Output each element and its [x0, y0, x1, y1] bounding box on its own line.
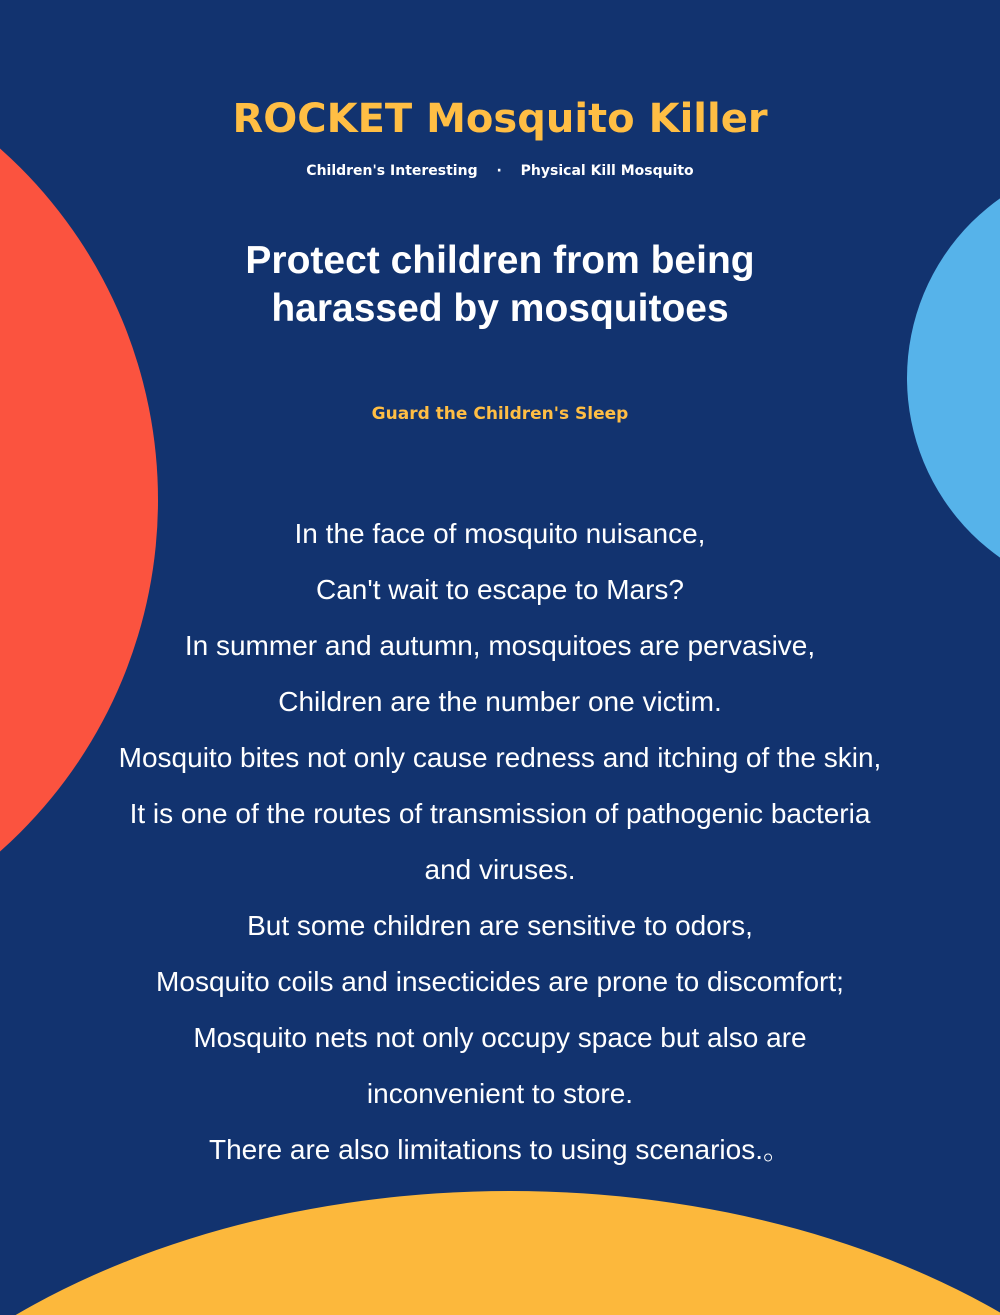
- body-line: Can't wait to escape to Mars?: [316, 574, 684, 605]
- subtitle-left: Children's Interesting: [306, 163, 478, 179]
- subtitle-right: Physical Kill Mosquito: [520, 163, 694, 179]
- body-line: Mosquito nets not only occupy space but also are: [193, 1022, 807, 1053]
- headline: [150, 237, 850, 333]
- subtitle-separator: ·: [496, 163, 502, 179]
- brand-title: ROCKET Mosquito Killer: [232, 96, 768, 142]
- body-line: In the face of mosquito nuisance,: [294, 518, 706, 549]
- body-line: inconvenient to store.: [366, 1078, 634, 1109]
- body-line: Mosquito coils and insecticides are prone to discomfort;: [156, 966, 844, 997]
- body-line: It is one of the routes of transmission of pathogenic bacteria: [129, 798, 871, 829]
- tagline: Guard the Children's Sleep: [371, 404, 629, 424]
- body-copy: [55, 506, 945, 1178]
- body-line: and viruses.: [424, 854, 576, 885]
- headline-line-2: harassed by mosquitoes: [271, 287, 729, 330]
- body-line: Mosquito bites not only cause redness and itching of the skin,: [118, 742, 882, 773]
- body-line: There are also limitations to using scenarios.。: [208, 1134, 792, 1165]
- body-line: In summer and autumn, mosquitoes are pervasive,: [184, 630, 816, 661]
- body-line: But some children are sensitive to odors,: [247, 910, 753, 941]
- headline-line-1: Protect children from being: [245, 239, 755, 282]
- body-line: Children are the number one victim.: [278, 686, 722, 717]
- brand-subtitle: [0, 160, 1000, 182]
